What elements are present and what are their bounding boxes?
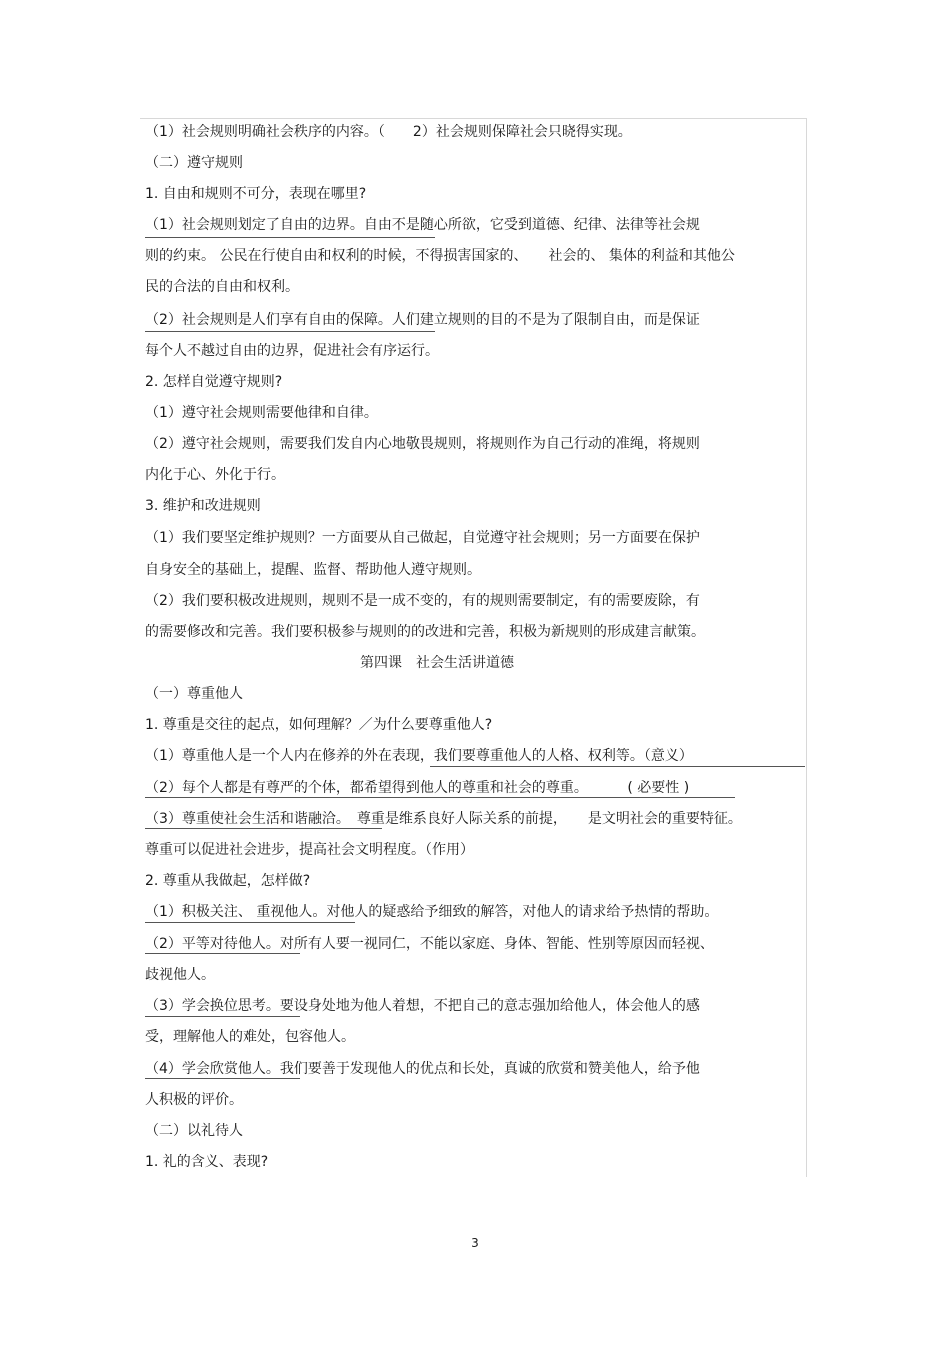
text-line: （3）学会换位思考。要设身处地为他人着想，不把自己的意志强加给他人，体会他人的感 xyxy=(145,998,700,1014)
text-line: （2）每个人都是有尊严的个体，都希望得到他人的尊重和社会的尊重。 ( 必要性 ) xyxy=(145,780,690,796)
text-line: 民的合法的自由和权利。 xyxy=(145,279,299,295)
underline-mark xyxy=(145,1016,300,1017)
text-line: 的需要修改和完善。我们要积极参与规则的的改进和完善，积极为新规则的形成建言献策。 xyxy=(145,624,705,640)
text-line: （1）遵守社会规则需要他律和自律。 xyxy=(145,405,378,421)
text-line: （1）社会规则明确社会秩序的内容。（ 2）社会规则保障社会只晓得实现。 xyxy=(145,124,632,140)
text-line: 尊重可以促进社会进步，提高社会文明程度。（作用） xyxy=(145,842,474,858)
question-heading: 3. 维护和改进规则 xyxy=(145,498,261,514)
text-line: （2）平等对待他人。对所有人要一视同仁，不能以家庭、身体、智能、性别等原因而轻视、 xyxy=(145,936,714,952)
underline-mark xyxy=(145,953,300,954)
text-line: 则的约束。 公民在行使自由和权利的时候，不得损害国家的、 社会的、 集体的利益和其他公 xyxy=(145,248,735,264)
question-heading: 2. 尊重从我做起，怎样做? xyxy=(145,873,311,889)
question-heading: 1. 礼的含义、表现? xyxy=(145,1154,269,1170)
text-line: （1）尊重他人是一个人内在修养的外在表现，我们要尊重他人的人格、权利等。（意义） xyxy=(145,748,693,764)
section-heading: （二）遵守规则 xyxy=(145,155,243,171)
text-line: 自身安全的基础上，提醒、监督、帮助他人遵守规则。 xyxy=(145,562,481,578)
section-heading: （二）以礼待人 xyxy=(145,1123,243,1139)
lesson-title: 第四课 社会生活讲道德 xyxy=(360,655,514,671)
question-heading: 2. 怎样自觉遵守规则? xyxy=(145,374,283,390)
text-line: 每个人不越过自由的边界，促进社会有序运行。 xyxy=(145,343,439,359)
text-line: （2）我们要积极改进规则，规则不是一成不变的，有的规则需要制定，有的需要废除，有 xyxy=(145,593,700,609)
underline-mark xyxy=(430,766,805,767)
underline-mark xyxy=(145,237,435,238)
text-line: （2）遵守社会规则，需要我们发自内心地敬畏规则，将规则作为自己行动的准绳，将规则 xyxy=(145,436,700,452)
text-line: 受，理解他人的难处，包容他人。 xyxy=(145,1029,355,1045)
section-heading: （一）尊重他人 xyxy=(145,686,243,702)
underline-mark xyxy=(145,797,735,798)
question-heading: 1. 自由和规则不可分，表现在哪里? xyxy=(145,186,367,202)
text-line: （1）社会规则划定了自由的边界。自由不是随心所欲，它受到道德、纪律、法律等社会规 xyxy=(145,217,700,233)
text-line: （2）社会规则是人们享有自由的保障。人们建立规则的目的不是为了限制自由，而是保证 xyxy=(145,312,700,328)
text-line: （3）尊重使社会生活和谐融洽。 尊重是维系良好人际关系的前提， 是文明社会的重要特征。 xyxy=(145,811,742,827)
question-heading: 1. 尊重是交往的起点，如何理解？／为什么要尊重他人? xyxy=(145,717,493,733)
page-number: 3 xyxy=(471,1236,479,1250)
text-line: （1）积极关注、 重视他人。对他人的疑惑给予细致的解答，对他人的请求给予热情的帮助。 xyxy=(145,904,719,920)
underline-mark xyxy=(145,828,382,829)
text-line: 歧视他人。 xyxy=(145,967,215,983)
underline-mark xyxy=(145,1078,300,1079)
text-line: （1）我们要坚定维护规则？一方面要从自己做起，自觉遵守社会规则；另一方面要在保护 xyxy=(145,530,700,546)
text-line: 内化于心、外化于行。 xyxy=(145,467,285,483)
text-line: （4）学会欣赏他人。我们要善于发现他人的优点和长处，真诚的欣赏和赞美他人，给予他 xyxy=(145,1061,700,1077)
underline-mark xyxy=(145,922,355,923)
text-line: 人积极的评价。 xyxy=(145,1092,243,1108)
content-frame xyxy=(140,118,807,1177)
underline-mark xyxy=(145,331,435,332)
